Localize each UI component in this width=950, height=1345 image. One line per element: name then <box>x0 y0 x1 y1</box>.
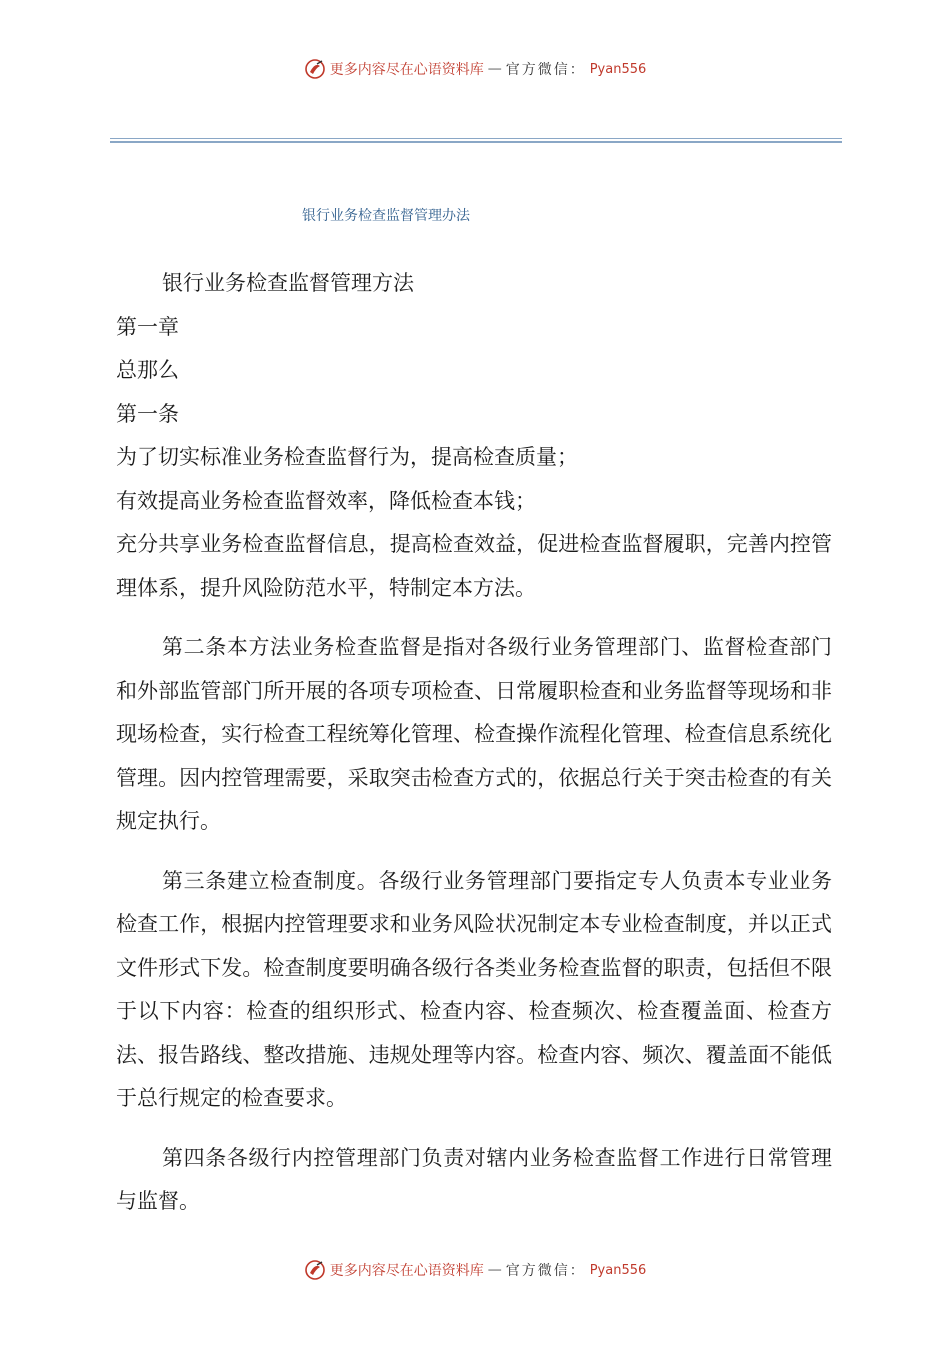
document-header-title: 银行业务检查监督管理办法 <box>302 208 470 224</box>
banner-official-text: 官方微信： <box>505 62 586 78</box>
logo-icon <box>304 58 326 80</box>
article2-paragraph: 第二条本方法业务检查监督是指对各级行业务管理部门、监督检查部门和外部监管部门所开展的各项专项检查、日常履职检查和业务监督等现场和非现场检查，实行检查工程统筹化管理、检查操作流程化管理、检查信息系统化管理。因内控管理需要，采取突击检查方式的，依据总行关于突击检查的有关规定执行。 <box>116 635 832 833</box>
article4-paragraph: 第四条各级行内控管理部门负责对辖内业务检查监督工作进行日常管理与监督。 <box>116 1145 832 1213</box>
banner-dash: — <box>487 61 502 77</box>
banner-library-text: 更多内容尽在心语资料库 <box>329 62 484 78</box>
header-rule <box>110 138 842 143</box>
article1-line: 充分共享业务检查监督信息，提高检查效益，促进检查监督履职，完善内控管理体系，提升风险防范水平，特制定本方法。 <box>116 532 832 600</box>
banner-official-text: 官方微信： <box>505 1263 586 1279</box>
logo-icon <box>304 1259 326 1281</box>
banner-wechat-id: Pyan556 <box>589 61 647 77</box>
article1-line: 有效提高业务检查监督效率，降低检查本钱； <box>116 488 536 513</box>
article3-paragraph: 第三条建立检查制度。各级行业务管理部门要指定专人负责本专业业务检查工作，根据内控管理要求和业务风险状况制定本专业检查制度，并以正式文件形式下发。检查制度要明确各级行各类业务检查监督的职责，包括但不限于以下内容：检查的组织形式、检查内容、检查频次、检查覆盖面、检查方法、报告路线、整改措施、违规处理等内容。检查内容、频次、覆盖面不能低于总行规定的检查要求。 <box>116 868 832 1110</box>
document-title: 银行业务检查监督管理方法 <box>162 271 414 295</box>
chapter-heading: 第一章 <box>116 314 179 339</box>
banner-wechat-id: Pyan556 <box>589 1262 647 1278</box>
article1-label: 第一条 <box>116 401 179 426</box>
document-body <box>116 262 832 1224</box>
bottom-banner <box>0 1255 950 1285</box>
article1-line: 为了切实标准业务检查监督行为，提高检查质量； <box>116 445 578 469</box>
section-heading: 总那么 <box>116 358 179 382</box>
top-banner <box>0 54 950 84</box>
banner-dash: — <box>487 1262 502 1278</box>
banner-library-text: 更多内容尽在心语资料库 <box>329 1263 484 1279</box>
